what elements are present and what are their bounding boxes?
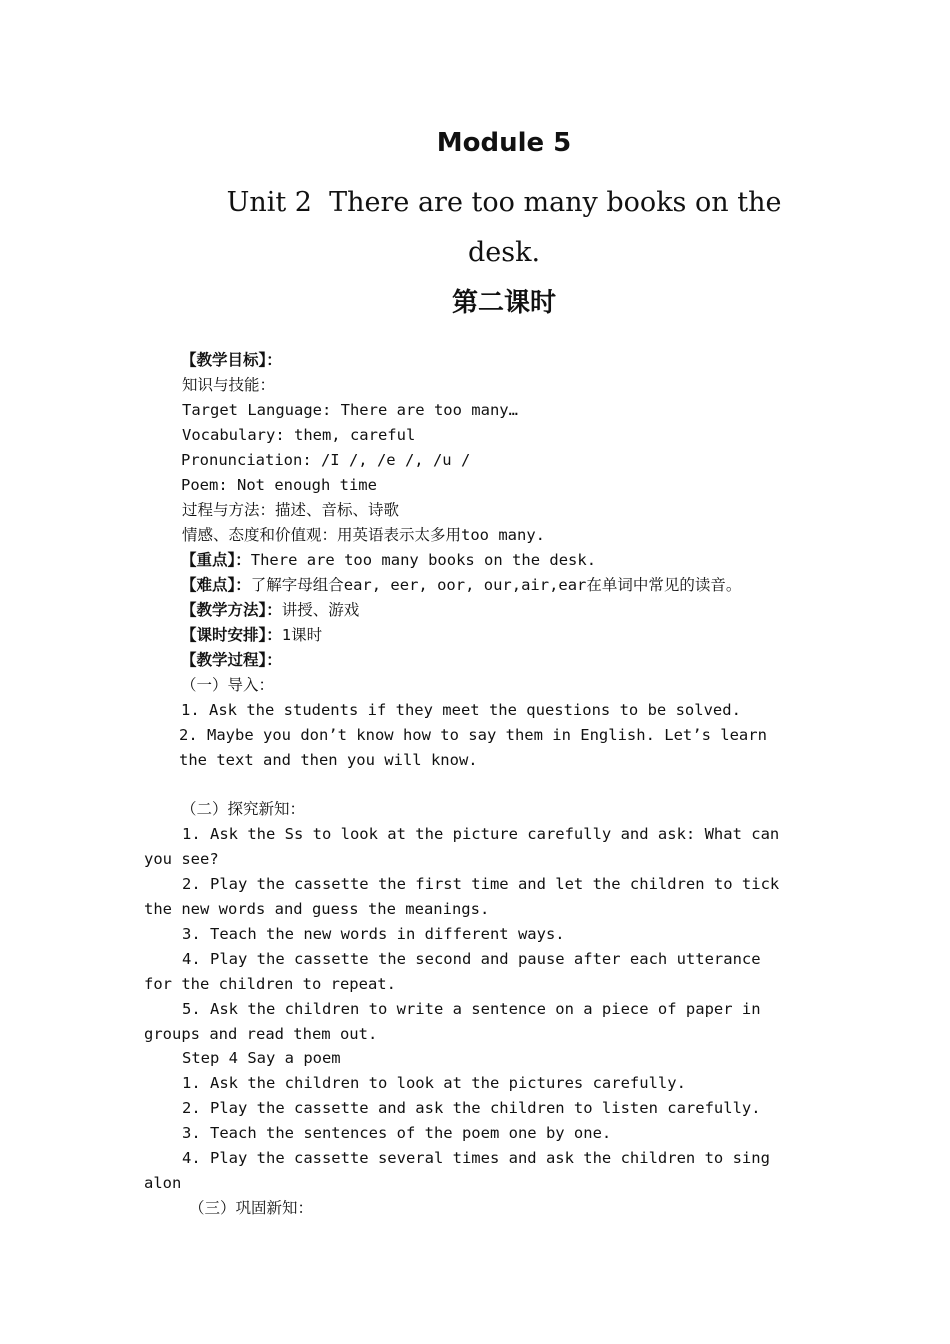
- section1-heading: （一）导入：: [181, 676, 275, 694]
- step4-item4-line2: alon: [144, 1174, 182, 1192]
- section2-item5-line1: 5. Ask the children to write a sentence on a piece of paper in: [182, 1000, 761, 1018]
- objectives-heading: 【教学目标】：: [181, 351, 282, 369]
- key-point: [181, 548, 596, 572]
- section2-item5-line2: groups and read them out.: [144, 1025, 378, 1043]
- pronunciation: Pronunciation: /I /, /e /, /u /: [181, 451, 471, 469]
- section1-item2-line2: the text and then you will know.: [179, 751, 478, 769]
- section2-item1-line1: 1. Ask the Ss to look at the picture carefully and ask: What can: [182, 825, 780, 843]
- difficulty-text: 了解字母组合ear, eer, oor, our,air,ear在单词中常见的读音。: [250, 576, 742, 594]
- poem-line: Poem: Not enough time: [181, 476, 377, 494]
- section1-item1: 1. Ask the students if they meet the questions to be solved.: [181, 701, 741, 719]
- section2-item3: 3. Teach the new words in different ways.: [182, 925, 565, 943]
- difficulty-label: 【难点】：: [181, 576, 251, 594]
- lesson-title: 第二课时: [451, 288, 556, 318]
- section2-item4-line1: 4. Play the cassette the second and pause after each utterance: [182, 950, 761, 968]
- unit-title-line1: Unit 2 There are too many books on the: [226, 187, 782, 218]
- unit-title-line2: desk.: [467, 237, 541, 268]
- schedule-text: 1课时: [281, 626, 323, 644]
- process-heading: 【教学过程】：: [181, 651, 282, 669]
- section1-item2-line1: 2. Maybe you don’t know how to say them in English. Let’s learn: [179, 726, 767, 744]
- step4-item2: 2. Play the cassette and ask the children to listen carefully.: [182, 1099, 761, 1117]
- target-language: Target Language: There are too many…: [182, 401, 518, 419]
- teaching-method-label: 【教学方法】：: [181, 601, 282, 619]
- section2-item1-line2: you see?: [144, 850, 219, 868]
- emotion-values: 情感、态度和价值观：用英语表示太多用too many.: [182, 526, 545, 544]
- section2-item2-line1: 2. Play the cassette the first time and let the children to tick: [182, 875, 780, 893]
- section2-item2-line2: the new words and guess the meanings.: [144, 900, 490, 918]
- key-point-label: 【重点】：: [181, 551, 251, 569]
- section2-item4-line2: for the children to repeat.: [144, 975, 396, 993]
- process-method: 过程与方法：描述、音标、诗歌: [182, 501, 400, 519]
- step4-item3: 3. Teach the sentences of the poem one by one.: [182, 1124, 612, 1142]
- module-title: Module 5: [436, 128, 572, 158]
- teaching-method-text: 讲授、游戏: [281, 601, 360, 619]
- step4-item1: 1. Ask the children to look at the pictures carefully.: [182, 1074, 686, 1092]
- schedule-label: 【课时安排】：: [181, 626, 282, 644]
- key-point-text: There are too many books on the desk.: [250, 551, 597, 569]
- step4-item4-line1: 4. Play the cassette several times and ask the children to sing: [182, 1149, 770, 1167]
- teaching-method: [181, 598, 359, 622]
- knowledge-label: 知识与技能：: [182, 376, 276, 394]
- section3-heading: （三）巩固新知：: [189, 1199, 314, 1217]
- unit-title: [0, 178, 950, 278]
- schedule: [181, 623, 322, 647]
- vocabulary: Vocabulary: them, careful: [182, 426, 416, 444]
- step4-heading: Step 4 Say a poem: [182, 1049, 341, 1067]
- difficulty: [181, 573, 741, 597]
- section2-heading: （二）探究新知：: [181, 800, 306, 818]
